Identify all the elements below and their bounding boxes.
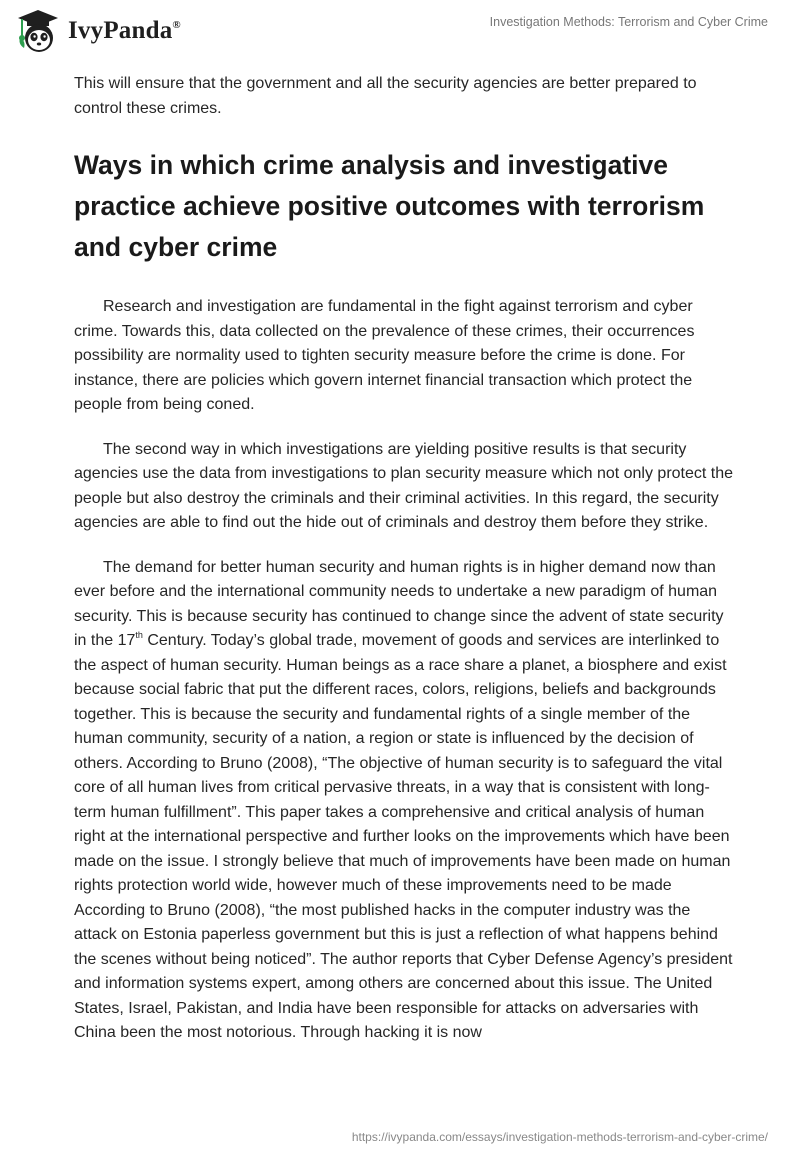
intro-paragraph: This will ensure that the government and all the security agencies are better prepared to control these crimes. [74,75,697,117]
source-url[interactable]: https://ivypanda.com/essays/investigation-methods-terrorism-and-cyber-crime/ [351,1130,768,1144]
body-paragraph-3 [74,556,734,1046]
page-header [0,0,800,64]
document-title: Investigation Methods: Terrorism and Cyber Crime [489,15,768,29]
logo-wordmark: IvyPanda® [68,17,181,44]
paragraph-3-text-a: The demand for better human security and human rights is in higher demand now than ever before and the international community needs to undertake a new paradigm of human security. This is because security has continued to change since the advent of state security in the 17 [74,558,724,649]
ivypanda-logo[interactable] [14,8,181,54]
body-paragraph-1: Research and investigation are fundamental in the fight against terrorism and cyber crime. Towards this, data collected on the prevalence of these crimes, their occurrences possibility are normality used to tighten security measure before the crime is done. For instance, there are policies which govern internet financial transaction which protect the people from being coned. [74,298,695,413]
section-heading: Ways in which crime analysis and investigative practice achieve positive outcomes with terrorism and cyber crime [74,150,705,262]
body-paragraph-2: The second way in which investigations are yielding positive results is that security agencies use the data from investigations to plan security measure which not only protect the people but also destroy the criminals and their criminal activities. In this regard, the security agencies are able to find out the hide out of criminals and destroy them before they strike. [74,440,734,531]
paragraph-3-text-b: Century. Today’s global trade, movement of goods and services are interlinked to the aspect of human security. Human beings as a race share a planet, a biosphere and exist because social fabric that put the different races, colors, religions, beliefs and backgrounds together. This is because the security and fundamental rights of a single member of the human community, security of a nation, a region or state is influenced by the decision of others. According to Bruno (2008), “The objective of human security is to safeguard the vital core of all human lives from critical pervasive threats, in a way that is consistent with long-term human fulfillment”. This paper takes a comprehensive and critical analysis of human right at the international perspective and further looks on the improvements which have been made on the issue. I strongly believe that much of improvements have been made on human rights protection world wide, however much of these improvements need to be made According to Bruno (2008), “the most published hacks in the computer industry was the attack on Estonia paperless government but this is just a reflection of what happens behind the scenes without being noticed”. The author reports that Cyber Defense Agency’s president and information systems expert, among others are concerned about this issue. The United States, Israel, Pakistan, and India have been responsible for attacks on adversaries with China been the most notorious. Through hacking it is now [74,632,733,1041]
ordinal-suffix: th [135,630,143,640]
article-body [74,72,734,1066]
panda-graduate-icon [14,8,62,54]
